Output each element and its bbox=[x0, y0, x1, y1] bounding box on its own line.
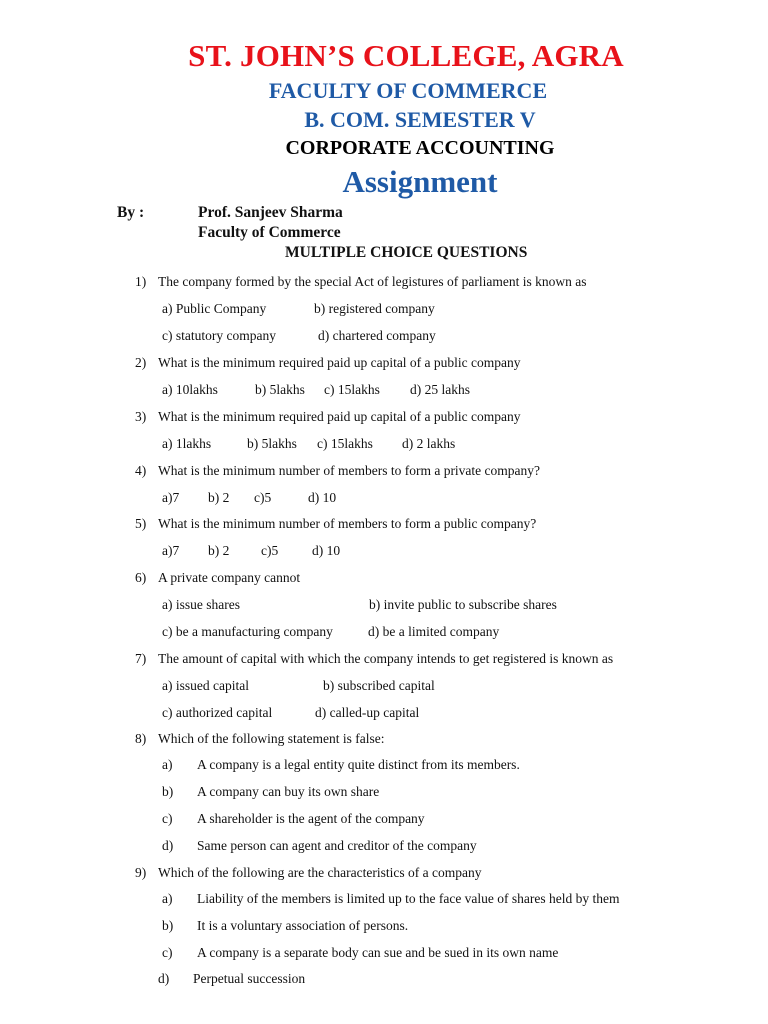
option-a: a) 10lakhs bbox=[162, 382, 218, 397]
option-text: Same person can agent and creditor of the company bbox=[197, 838, 477, 853]
option-c: c) 15lakhs bbox=[317, 436, 373, 451]
option-d: d) 10 bbox=[312, 543, 341, 558]
by-label: By : bbox=[117, 204, 145, 221]
option-c: c) 15lakhs bbox=[324, 382, 380, 397]
option-text: A company is a separate body can sue and be sued in its own name bbox=[197, 945, 559, 960]
option-c: c) statutory company bbox=[162, 328, 276, 343]
option-d: d) be a limited company bbox=[368, 624, 500, 639]
option-text: Liability of the members is limited up to the face value of shares held by them bbox=[197, 891, 620, 906]
question-number: 7) bbox=[135, 651, 147, 666]
option-b: b) invite public to subscribe shares bbox=[369, 597, 557, 612]
option-letter: c) bbox=[162, 945, 173, 960]
question-number: 9) bbox=[135, 865, 147, 880]
question-text: What is the minimum number of members to form a public company? bbox=[158, 516, 537, 531]
question-text: Which of the following statement is false: bbox=[158, 731, 385, 746]
option-d: d) 25 lakhs bbox=[410, 382, 470, 397]
section-title: MULTIPLE CHOICE QUESTIONS bbox=[285, 244, 528, 261]
question-number: 6) bbox=[135, 570, 147, 585]
option-text: Perpetual succession bbox=[193, 971, 306, 986]
option-c: c) authorized capital bbox=[162, 705, 273, 720]
option-b: b) 5lakhs bbox=[247, 436, 297, 451]
faculty-heading: FACULTY OF COMMERCE bbox=[268, 78, 548, 103]
option-c: c)5 bbox=[254, 490, 272, 505]
option-b: b) 5lakhs bbox=[255, 382, 305, 397]
question-text: What is the minimum required paid up capital of a public company bbox=[158, 355, 521, 370]
subject-heading: CORPORATE ACCOUNTING bbox=[285, 137, 555, 159]
option-a: a)7 bbox=[162, 490, 180, 505]
option-text: A company is a legal entity quite distinct from its members. bbox=[197, 757, 520, 772]
option-letter: b) bbox=[162, 918, 174, 933]
question-number: 8) bbox=[135, 731, 147, 746]
option-c: c)5 bbox=[261, 543, 279, 558]
college-name: ST. JOHN’S COLLEGE, AGRA bbox=[188, 38, 624, 73]
question-number: 2) bbox=[135, 355, 147, 370]
option-a: a) 1lakhs bbox=[162, 436, 212, 451]
option-b: b) 2 bbox=[208, 490, 230, 505]
author-name: Prof. Sanjeev Sharma bbox=[198, 204, 343, 221]
question-text: What is the minimum number of members to form a private company? bbox=[158, 463, 541, 478]
option-letter: b) bbox=[162, 784, 174, 799]
option-text: A shareholder is the agent of the company bbox=[197, 811, 425, 826]
question-text: The company formed by the special Act of legistures of parliament is known as bbox=[158, 274, 587, 289]
option-letter: d) bbox=[158, 971, 170, 986]
option-d: d) 10 bbox=[308, 490, 337, 505]
option-text: A company can buy its own share bbox=[197, 784, 380, 799]
option-a: a) issue shares bbox=[162, 597, 240, 612]
question-text: What is the minimum required paid up capital of a public company bbox=[158, 409, 521, 424]
option-letter: a) bbox=[162, 891, 173, 906]
option-letter: d) bbox=[162, 838, 174, 853]
document-type-title: Assignment bbox=[342, 164, 498, 199]
question-number: 4) bbox=[135, 463, 147, 478]
question-text: Which of the following are the characteristics of a company bbox=[158, 865, 482, 880]
question-number: 1) bbox=[135, 274, 147, 289]
option-b: b) 2 bbox=[208, 543, 230, 558]
option-c: c) be a manufacturing company bbox=[162, 624, 333, 639]
question-text: A private company cannot bbox=[158, 570, 301, 585]
option-b: b) registered company bbox=[314, 301, 435, 316]
option-a: a)7 bbox=[162, 543, 180, 558]
option-b: b) subscribed capital bbox=[323, 678, 435, 693]
semester-heading: B. COM. SEMESTER V bbox=[304, 107, 536, 132]
option-a: a) Public Company bbox=[162, 301, 267, 316]
option-text: It is a voluntary association of persons. bbox=[197, 918, 409, 933]
option-a: a) issued capital bbox=[162, 678, 249, 693]
option-letter: a) bbox=[162, 757, 173, 772]
option-letter: c) bbox=[162, 811, 173, 826]
author-department: Faculty of Commerce bbox=[198, 224, 341, 241]
question-number: 5) bbox=[135, 516, 147, 531]
question-number: 3) bbox=[135, 409, 147, 424]
option-d: d) called-up capital bbox=[315, 705, 420, 720]
option-d: d) chartered company bbox=[318, 328, 436, 343]
question-text: The amount of capital with which the company intends to get registered is known as bbox=[158, 651, 614, 666]
option-d: d) 2 lakhs bbox=[402, 436, 456, 451]
